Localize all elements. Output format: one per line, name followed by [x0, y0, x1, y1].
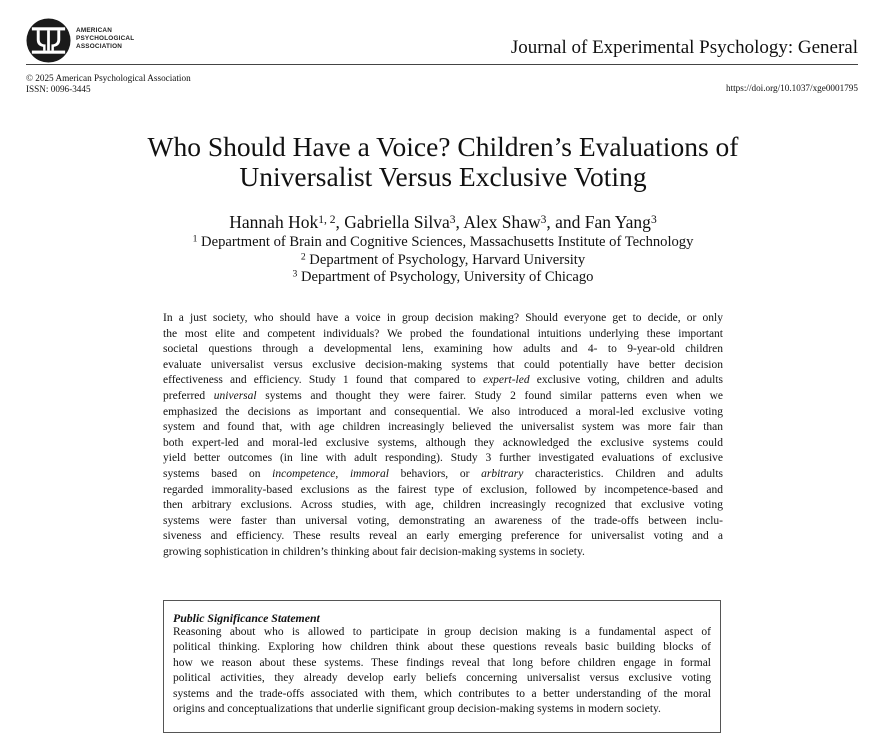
doi-link[interactable]: https://doi.org/10.1037/xge0001795	[725, 83, 858, 93]
abstract-text: growing sophistication in children’s thinking about fair decision-making systems in society.	[163, 545, 585, 558]
affiliation-text: Department of Brain and Cognitive Sciences, Massachusetts Institute of Technology	[201, 234, 694, 250]
abstract-text: ,	[335, 467, 350, 480]
abstract-text: systems were faster than universal voting, demonstrating an awareness of the trade-offs between inclu-	[163, 514, 723, 527]
affiliation	[0, 269, 880, 287]
abstract-text: exclusive voting, children and adults	[529, 374, 723, 387]
abstract-line	[163, 389, 723, 405]
abstract-line	[163, 483, 723, 499]
affiliation-list	[0, 234, 880, 287]
journal-title: Journal of Experimental Psychology: General	[510, 37, 858, 58]
abstract-text: regarded immorality-based exclusions as the fairest type of exclusion, followed by incompetence-based and	[163, 483, 723, 496]
abstract-line	[163, 451, 723, 467]
abstract-line	[163, 514, 723, 530]
significance-line: Reasoning about who is allowed to participate in group decision making is a fundamental aspect of	[173, 626, 711, 638]
abstract-text: systems based on	[163, 467, 273, 480]
article-title	[0, 132, 880, 192]
copyright-notice: © 2025 American Psychological Association	[26, 73, 191, 83]
abstract-emphasis: universal	[213, 389, 257, 402]
abstract-text: yield better outcomes (in line with adult responding). Study 3 further investigated evaluations of exclusive	[163, 452, 723, 465]
abstract-text: the most elite and competent individuals? We probed the foundational intuitions underlying these important	[163, 327, 723, 340]
significance-line: political thinking. Exploring how children think about these questions reveals basic building blocks of	[173, 641, 711, 654]
abstract-line	[163, 358, 723, 374]
issn: ISSN: 0096-3445	[26, 83, 91, 94]
author-affiliation-mark: 1, 2	[318, 213, 336, 226]
abstract-text: siveness and efficiency. These results reveal an early emerging preference for universalist voting and a	[163, 530, 723, 543]
abstract-line	[163, 327, 723, 343]
author-name: Hannah Hok	[229, 212, 319, 232]
affiliation-text: Department of Psychology, Harvard University	[309, 251, 586, 268]
public-significance-box	[163, 600, 721, 733]
author-name: Fan Yang	[584, 212, 651, 232]
abstract-text: then arbitrary exclusions. Across studies, with age, children increasingly recognized that exclusive voting	[163, 499, 723, 512]
abstract-line	[163, 420, 723, 436]
abstract-line	[163, 373, 723, 389]
author-name: Gabriella Silva	[344, 212, 450, 232]
article-title-line: Who Should Have a Voice? Children’s Evaluations of	[147, 131, 739, 162]
significance-line: how we reason about these systems. These findings reveal that long before children engage in formal	[173, 656, 711, 669]
abstract-text: emphasized the decisions as important and consequential. We also introduced a moral-led exclusive voting	[163, 405, 723, 418]
header-divider	[26, 64, 858, 65]
publisher-name-line: AMERICAN	[76, 27, 113, 34]
publisher-name-line: ASSOCIATION	[76, 43, 123, 51]
abstract-line	[163, 529, 723, 545]
abstract-emphasis: incompetence	[272, 467, 336, 480]
abstract-text: both expert-led and moral-led exclusive systems, although they acknowledged the exclusive systems could	[163, 436, 723, 449]
abstract-text: In a just society, who should have a voice in group decision making? Should everyone get to decide, or only	[163, 312, 723, 324]
abstract-line	[163, 342, 723, 358]
publication-meta	[26, 73, 191, 94]
publisher-name-line: PSYCHOLOGICAL	[76, 35, 135, 43]
abstract-text: preferred	[163, 389, 214, 402]
abstract-text: behaviors, or	[388, 467, 482, 480]
author-separator: ,	[455, 212, 464, 232]
significance-heading: Public Significance Statement	[173, 611, 320, 625]
abstract-emphasis: expert-led	[482, 374, 530, 387]
article-title-line: Universalist Versus Exclusive Voting	[239, 161, 647, 192]
abstract-line	[163, 405, 723, 421]
significance-line: origins and conceptualizations that underlie significant group decision-making systems in modern society.	[173, 703, 661, 716]
significance-line: systems and the trade-offs associated with them, which contributes to a better understanding of the moral	[173, 687, 711, 700]
publisher-name	[76, 27, 134, 52]
affiliation	[0, 234, 880, 252]
affiliation	[0, 252, 880, 270]
author-list	[0, 212, 880, 233]
abstract-line	[163, 498, 723, 514]
abstract-text: characteristics. Children and adults	[523, 467, 723, 480]
abstract-line	[163, 467, 723, 483]
affiliation-mark: 3	[292, 268, 298, 280]
author-affiliation-mark: 3	[449, 213, 456, 226]
abstract-line	[163, 545, 723, 561]
abstract	[163, 311, 723, 561]
abstract-line	[163, 311, 723, 327]
author-separator: , and	[546, 212, 585, 232]
apa-logo-icon	[26, 18, 71, 63]
abstract-text: societal questions through a developmental lens, examining how adults and 4- to 9-year-old children	[163, 343, 723, 356]
abstract-text: system and found that, with age children increasingly believed the universalist system was more fair than	[163, 421, 723, 434]
affiliation-mark: 1	[192, 233, 198, 245]
affiliation-mark: 2	[300, 251, 306, 263]
abstract-text: evaluate universalist versus exclusive decision-making systems that could potentially have better decision	[163, 358, 723, 371]
author-affiliation-mark: 3	[540, 213, 547, 226]
author-name: Alex Shaw	[463, 212, 541, 232]
abstract-text: effectiveness and efficiency. Study 1 found that compared to	[163, 374, 483, 387]
significance-body	[173, 625, 711, 717]
abstract-line	[163, 436, 723, 452]
abstract-text: systems and thought they were fairer. Study 2 found similar patterns even when we	[256, 389, 723, 402]
affiliation-text: Department of Psychology, University of Chicago	[300, 269, 594, 285]
author-separator: ,	[335, 212, 345, 232]
abstract-emphasis: immoral	[349, 467, 389, 480]
significance-line: political activities, they already develop early beliefs concerning universalist versus exclusive voting	[173, 672, 711, 685]
abstract-emphasis: arbitrary	[481, 467, 524, 480]
author-affiliation-mark: 3	[650, 213, 657, 226]
